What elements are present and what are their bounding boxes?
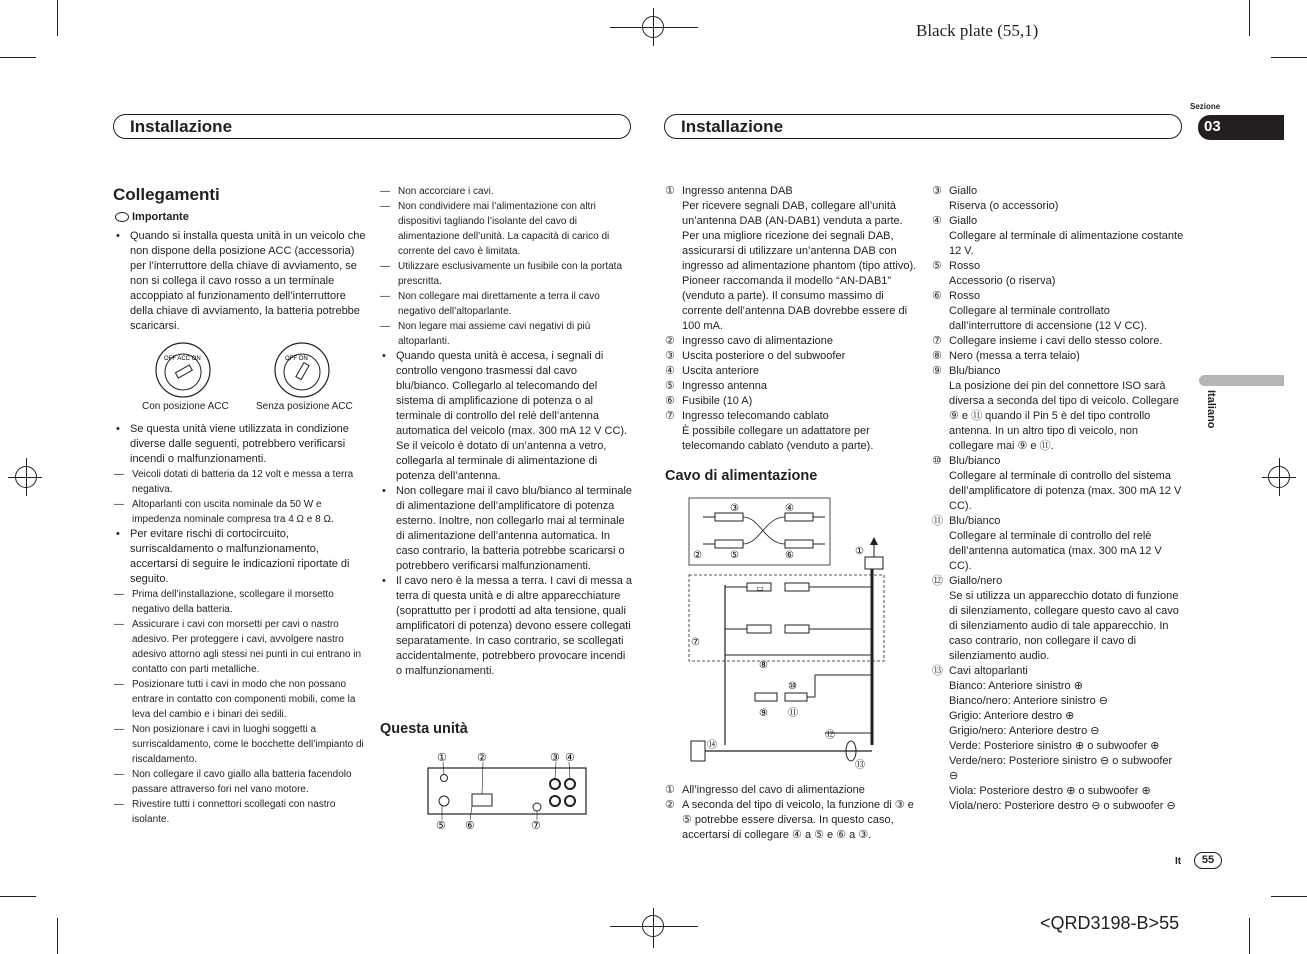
numbered-item [932,349,1184,364]
diagram-label: ⑭ [707,740,717,751]
dash-item: — Assicurare i cavi con morsetti per cavi o nastro adesivo. Per proteggere i cavi, avvolgere nastro adesivo attorno agli stessi nei punti in cui entrano in contatto con parti metalliche. [114,617,366,677]
item-line [932,334,1184,349]
numbered-item [932,364,1184,454]
item-description: La posizione dei pin del connettore ISO sarà diversa a seconda del tipo di veicolo. Collegare ⑨ e ⑪ quando il Pin 5 è del tipo controllo antenna. In un altro tipo di veicolo, non collegare mai ⑨ e ⑪. [949,380,1179,452]
crop-mark [0,57,36,58]
language-tab [1199,375,1284,386]
numbered-item [665,379,917,394]
numbered-item [665,184,917,334]
item-description: Collegare al terminale controllato dall’interruttore di accensione (12 V CC). [949,305,1148,332]
section-title: Collegamenti [113,185,220,204]
item-number: ⑧ [932,350,942,362]
dash-item: — Utilizzare esclusivamente un fusibile con la portata prescritta. [380,259,632,289]
registration-mark [642,915,664,937]
numbered-item [665,394,917,409]
item-number: ⑥ [665,395,675,407]
ignition-key-no-acc [275,343,329,397]
numbered-item [932,289,1184,334]
dash-item: — Non collegare il cavo giallo alla batteria facendolo passare attraverso fori nel vano motore. [114,767,366,797]
item-title: Blu/bianco [949,365,1001,377]
item-line [665,409,917,424]
item-line [665,394,917,409]
item-title: Giallo/nero [949,575,1003,587]
numbered-item [665,798,917,843]
item-title: Ingresso cavo di alimentazione [682,335,834,347]
item-title: Rosso [949,260,981,272]
item-line [932,574,1184,589]
item-title: A seconda del tipo di veicolo, la funzione di ③ e ⑤ potrebbe essere diversa. In questo caso, accertarsi di collegare ④ a ⑤ e ⑥ a ③. [682,799,914,841]
item-description: Accessorio (o riserva) [949,275,1056,287]
numbered-item [665,364,917,379]
unit-title: Questa unità [380,721,468,737]
diagram-label: ⑫ [825,730,835,741]
item-line [932,454,1184,469]
numbered-item [932,454,1184,514]
diagram-label: ② [693,550,702,561]
crop-mark [1249,918,1250,954]
section-label: Sezione [1190,102,1221,111]
bullet-item: • Quando questa unità è accesa, i segnali di controllo vengono trasmessi dal cavo blu/bianco. Collegarlo al telecomando del sistema di amplificazione di potenza o al terminale di controllo del relè dell’antenna automatica del veicolo (max. 300 mA 12 V CC). Se il veicolo è dotato di un’antenna a vetro, collegarla al terminale di alimentazione di potenza dell’antenna. [380,349,632,484]
power-cable-title: Cavo di alimentazione [665,468,818,484]
item-line [665,349,917,364]
diagram-label: ⑤ [730,550,739,561]
item-title: Blu/bianco [949,515,1001,527]
numbered-item [932,184,1184,214]
svg-text:▭: ▭ [756,584,764,593]
column-1-bottom [114,422,366,827]
item-number: ① [665,784,675,796]
ignition-key-acc [156,343,210,397]
crop-mark [57,918,58,954]
unit-label: ③ [550,752,560,764]
item-number: ⑥ [932,290,942,302]
item-number: ⑩ [932,455,942,467]
section-banner-left [113,114,631,139]
item-number: ⑪ [932,515,943,527]
bullet-item: • Per evitare rischi di cortocircuito, surriscaldamento o malfunzionamento, accertarsi di seguire le indicazioni riportate di seguito. [114,527,366,587]
item-description: Collegare al terminale di controllo del relè dell’antenna automatica (max. 300 mA 12 V CC). [949,530,1162,572]
bullet-item: • Se questa unità viene utilizzata in condizione diverse dalle seguenti, potrebbero verificarsi incendi o malfunzionamenti. [114,422,366,467]
unit-label: ② [477,752,487,764]
bullet-item: • Quando si installa questa unità in un veicolo che non dispone della posizione ACC (accessoria) per l’interruttore della chiave di avviamento, se non si collega il cavo rosso a un terminale accoppiato al funzionamento dell’interruttore della chiave di avviamento, la batteria potrebbe scaricarsi. [114,229,366,334]
crop-mark [1271,57,1307,58]
crop-mark [0,896,36,897]
numbered-item [665,409,917,454]
item-description: Bianco: Anteriore sinistro ⊕ Bianco/nero: Anteriore sinistro ⊖ Grigio: Anteriore destro ⊕ Grigio/nero: Anteriore destro ⊖ Verde: Posteriore sinistro ⊕ o subwoofer ⊕ Verde/nero: Posteriore sinistro ⊖ o subwoofer ⊖ Viola: Posteriore destro ⊕ o subwoofer ⊕ Viola/nero: Posteriore destro ⊖ o subwoofer ⊖ [949,680,1176,812]
item-number: ① [665,185,675,197]
diagram-label: ① [855,546,864,557]
page-number: 55 [1194,852,1222,869]
numbered-item [932,664,1184,814]
section-number: 03 [1198,115,1284,140]
ignition-key-diagrams [130,340,360,400]
item-description: Riserva (o accessorio) [949,200,1059,212]
item-line [665,379,917,394]
item-number: ③ [665,350,675,362]
dash-item: — Prima dell’installazione, scollegare il morsetto negativo della batteria. [114,587,366,617]
caption-acc: Con posizione ACC [142,401,229,412]
crop-mark [57,0,58,36]
banner-title: Installazione [681,117,784,136]
item-title: Collegare insieme i cavi dello stesso colore. [949,335,1163,347]
item-number: ⑦ [932,335,942,347]
item-description: Collegare al terminale di controllo del sistema dell’amplificatore di potenza (max. 300 mA 12 V CC). [949,470,1182,512]
unit-label: ⑦ [531,820,541,832]
registration-mark [642,16,664,38]
item-line [932,214,1184,229]
unit-label: ④ [565,752,575,764]
item-title: Rosso [949,290,981,302]
item-number: ⑤ [665,380,675,392]
section-banner-right [664,114,1182,139]
unit-label: ① [437,752,447,764]
item-description: Se si utilizza un apparecchio dotato di funzione di silenziamento, collegare questo cavo al cavo di silenziamento audio di tale apparecchio. In caso contrario, non collegare il cavo di silenziamento audio. [949,590,1179,662]
important-note [115,211,189,223]
numbered-item [665,349,917,364]
item-title: Uscita posteriore o del subwoofer [682,350,846,362]
item-title: Giallo [949,215,978,227]
item-description: È possibile collegare un adattatore per telecomando cablato (venduto a parte). [682,425,874,452]
dash-item: — Non accorciare i cavi. [380,184,632,199]
column-1-top [114,229,366,334]
diagram-label: ⑦ [691,637,700,648]
important-label: Importante [132,211,189,223]
unit-rear-diagram [420,748,600,834]
item-number: ② [665,799,675,811]
black-plate-label: Black plate (55,1) [916,21,1039,40]
item-line [932,184,1184,199]
item-line [932,664,1184,679]
item-number: ⑤ [932,260,942,272]
svg-text:OFF ACC ON: OFF ACC ON [164,356,201,362]
column-2 [380,184,632,679]
diagram-label: ⑬ [855,760,865,771]
item-title: Ingresso antenna DAB [682,185,793,197]
numbered-item [932,214,1184,259]
item-title: Giallo [949,185,978,197]
item-line [932,514,1184,529]
item-title: All’ingresso del cavo di alimentazione [682,784,865,796]
unit-label: ⑤ [436,820,446,832]
numbered-item [665,783,917,798]
bullet-item: • Non collegare mai il cavo blu/bianco al terminale di alimentazione dell’amplificatore di potenza esterno. Inoltre, non collegarlo mai al terminale di alimentazione dell’antenna automatica. In caso contrario, la batteria potrebbe scaricarsi o potrebbero verificarsi malfunzionamenti. [380,484,632,574]
item-line [932,289,1184,304]
dash-item: — Non collegare mai direttamente a terra il cavo negativo dell’altoparlante. [380,289,632,319]
item-title: Ingresso antenna [682,380,768,392]
item-line [665,334,917,349]
diagram-label: ④ [785,503,794,514]
item-line [932,259,1184,274]
item-line [665,184,917,199]
dash-item: — Altoparlanti con uscita nominale da 50 W e impedenza nominale compresa tra 4 Ω e 8 Ω. [114,497,366,527]
registration-mark [1268,466,1290,488]
diagram-label: ③ [730,503,739,514]
numbered-item [932,334,1184,349]
document-code: <QRD3198-B>55 [1040,913,1180,933]
item-number: ③ [932,185,942,197]
important-icon [115,212,129,222]
item-line [665,798,917,843]
dash-item: — Posizionare tutti i cavi in modo che non possano entrare in contatto con componenti mobili, come la leva del cambio e i binari dei sedili. [114,677,366,722]
bullet-item: • Il cavo nero è la messa a terra. I cavi di messa a terra di questa unità e di altre apparecchiature (soprattutto per i prodotti ad alta tensione, quali amplificatori di potenza) devono essere collegati separatamente. In caso contrario, se scollegati accidentalmente, potrebbero provocare incendi o malfunzionamenti. [380,574,632,679]
numbered-item [932,514,1184,574]
column-3-notes [665,783,917,843]
item-title: Cavi altoparlanti [949,665,1028,677]
diagram-label: ⑧ [759,660,768,671]
registration-mark [15,466,37,488]
dash-item: — Veicoli dotati di batteria da 12 volt e messa a terra negativa. [114,467,366,497]
column-3-list [665,184,917,454]
svg-text:OFF ON: OFF ON [285,356,308,362]
crop-mark [1271,896,1307,897]
numbered-item [932,574,1184,664]
item-number: ⑫ [932,575,943,587]
item-title: Uscita anteriore [682,365,760,377]
diagram-label: ⑩ [788,681,797,692]
diagram-label: ⑨ [759,708,768,719]
item-description: Per ricevere segnali DAB, collegare all’unità un’antenna DAB (AN-DAB1) venduta a parte. Per una migliore ricezione dei segnali DAB, assicurarsi di utilizzare un’antenna DAB con ingresso ad alimentazione phantom (tipo attivo). Pioneer raccomanda il modello “AN-DAB1” (venduto a parte). Il consumo massimo di corrente dell’antenna DAB dovrebbe essere di 100 mA. [682,200,917,332]
item-title: Ingresso telecomando cablato [682,410,829,422]
unit-label: ⑥ [465,820,475,832]
diagram-label: ⑪ [788,708,798,719]
item-title: Blu/bianco [949,455,1001,467]
item-description: Collegare al terminale di alimentazione costante 12 V. [949,230,1184,257]
item-line [932,349,1184,364]
item-title: Nero (messa a terra telaio) [949,350,1080,362]
diagram-label: ⑥ [785,550,794,561]
item-line [932,364,1184,379]
item-number: ⑨ [932,365,942,377]
item-number: ⑬ [932,665,943,677]
dash-item: — Non condividere mai l’alimentazione con altri dispositivi tagliando l’isolante del cavo di alimentazione dell’unità. La capacità di carico di corrente del cavo è limitata. [380,199,632,259]
page-language-code: It [1175,856,1182,867]
language-label: Italiano [1205,390,1217,429]
item-number: ④ [665,365,675,377]
numbered-item [932,259,1184,289]
item-title: Fusibile (10 A) [682,395,753,407]
power-cable-diagram [685,495,895,775]
item-number: ② [665,335,675,347]
banner-title: Installazione [130,117,233,136]
column-4-list [932,184,1184,814]
caption-no-acc: Senza posizione ACC [256,401,353,412]
numbered-item [665,334,917,349]
item-line [665,364,917,379]
item-line [665,783,917,798]
dash-item: — Non legare mai assieme cavi negativi di più altoparlanti. [380,319,632,349]
crop-mark [1249,0,1250,36]
dash-item: — Non posizionare i cavi in luoghi soggetti a surriscaldamento, come le bocchette dell’impianto di riscaldamento. [114,722,366,767]
item-number: ④ [932,215,942,227]
dash-item: — Rivestire tutti i connettori scollegati con nastro isolante. [114,797,366,827]
item-number: ⑦ [665,410,675,422]
